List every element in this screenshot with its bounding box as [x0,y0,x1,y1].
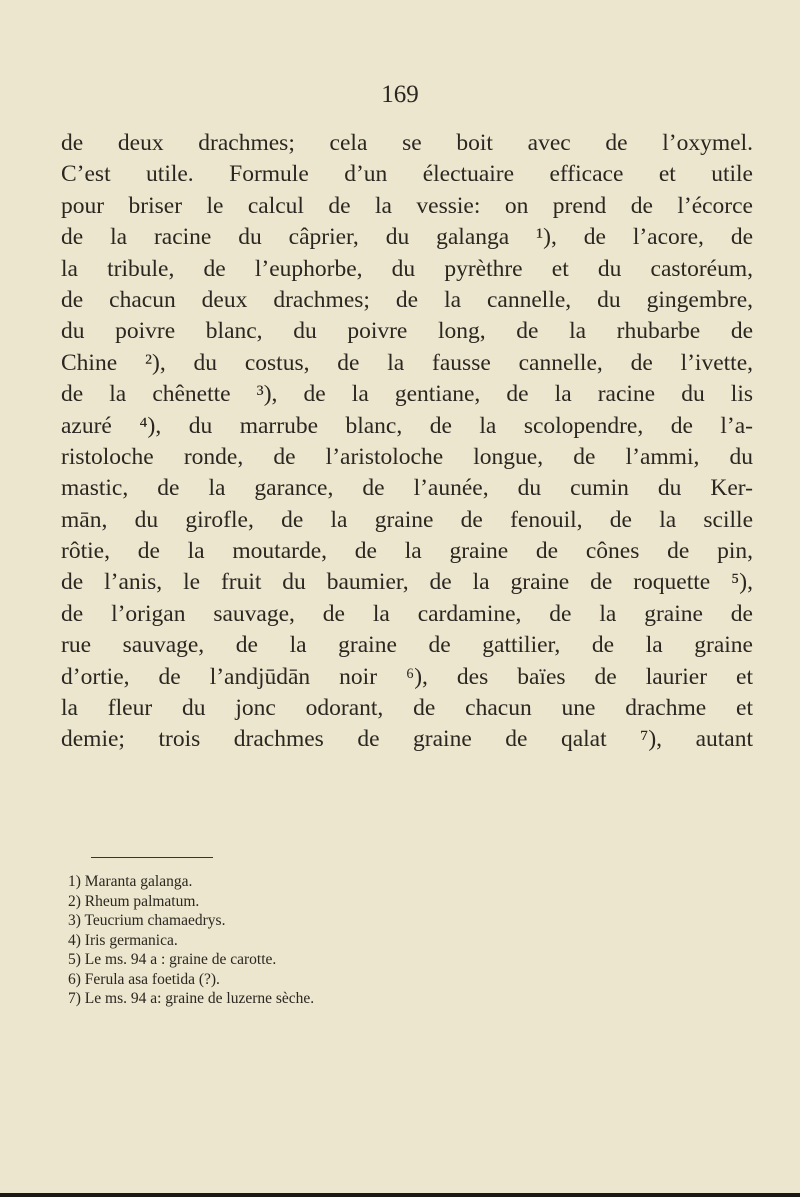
footnote: 5) Le ms. 94 a : graine de carotte. [68,951,277,968]
footnote: 3) Teucrium chamaedrys. [68,912,226,929]
scan-bottom-edge [0,1193,800,1197]
text-line: mān, du girofle, de la graine de fenouil, de la scille [61,506,753,533]
text-line: Chine ²), du costus, de la fausse cannelle, de l’ivette, [61,349,753,376]
text-line: de l’origan sauvage, de la cardamine, de la graine de [61,600,753,627]
text-line: de chacun deux drachmes; de la cannelle, du gingembre, [61,286,753,313]
text-line: rôtie, de la moutarde, de la graine de cônes de pin, [61,538,753,565]
text-line: pour briser le calcul de la vessie: on prend de l’écorce [61,192,753,219]
text-line: d’ortie, de l’andjūdān noir ⁶), des baïes de laurier et [61,663,753,690]
footnote: 7) Le ms. 94 a: graine de luzerne sèche. [68,990,315,1007]
text-line: de deux drachmes; cela se boit avec de l’oxymel. [61,130,753,156]
page-number: 169 [381,81,419,108]
main-text [61,128,753,756]
footnote: 6) Ferula asa foetida (?). [68,970,220,988]
text-line: de la chênette ³), de la gentiane, de la racine du lis [61,381,753,408]
footnote-divider [91,857,213,858]
text-line: du poivre blanc, du poivre long, de la rhubarbe de [61,318,753,345]
footnote: 4) Iris germanica. [68,931,178,949]
footnote: 2) Rheum palmatum. [68,892,200,910]
footnote: 1) Maranta galanga. [68,873,193,890]
text-line: la fleur du jonc odorant, de chacun une drachme et [61,695,753,722]
text-line: C’est utile. Formule d’un électuaire efficace et utile [61,161,753,188]
text-line: rue sauvage, de la graine de gattilier, de la graine [61,632,753,659]
text-line: demie; trois drachmes de graine de qalat ⁷), autant [61,726,753,753]
text-line: de l’anis, le fruit du baumier, de la graine de roquette ⁵), [61,569,753,596]
text-line: de la racine du câprier, du galanga ¹), de l’acore, de [61,224,753,251]
footnotes [68,872,668,1009]
text-line: mastic, de la garance, de l’aunée, du cumin du Ker- [61,475,753,502]
text-line: la tribule, de l’euphorbe, du pyrèthre et du castoréum, [61,255,753,282]
text-line: azuré ⁴), du marrube blanc, de la scolopendre, de l’a- [61,412,753,439]
text-line: ristoloche ronde, de l’aristoloche longue, de l’ammi, du [61,443,753,470]
